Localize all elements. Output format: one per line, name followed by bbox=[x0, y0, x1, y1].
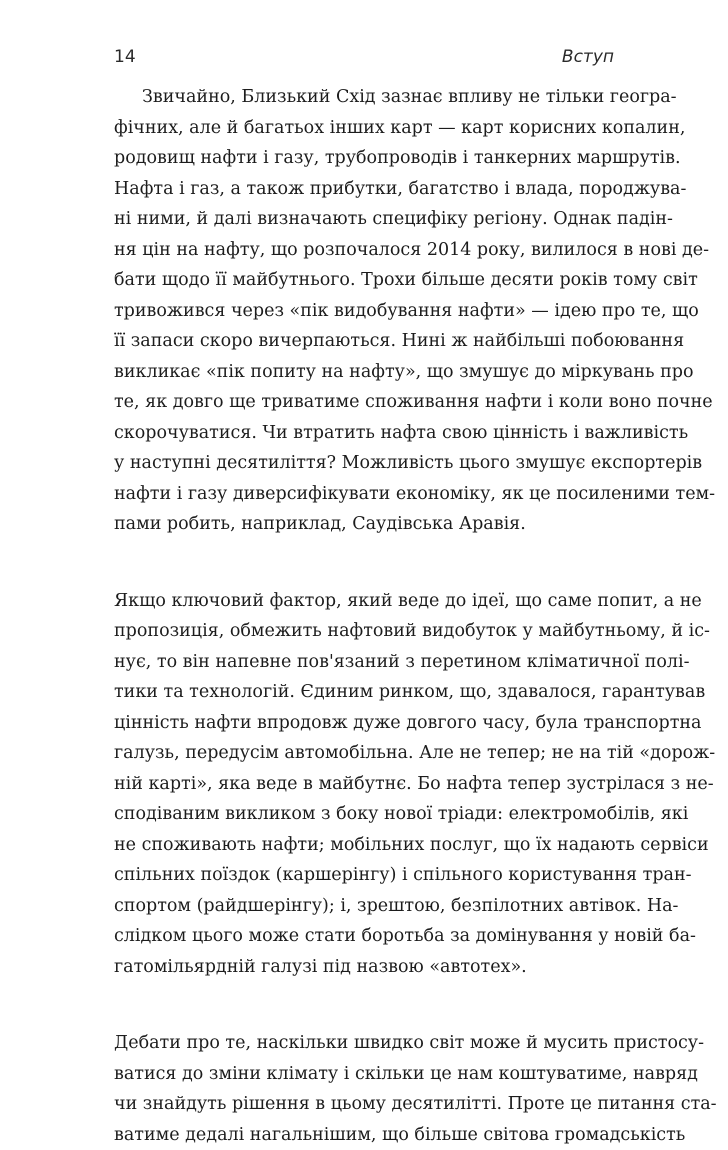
text-line: пами робить, наприклад, Саудівська Аравія. bbox=[114, 509, 614, 540]
text-line: ня цін на нафту, що розпочалося 2014 року, вилилося в нові де- bbox=[114, 235, 614, 266]
section-title: Вступ bbox=[562, 47, 614, 67]
text-line: галузь, передусім автомобільна. Але не тепер; не на тій «дорож- bbox=[114, 738, 614, 769]
paragraph-gap bbox=[114, 540, 614, 586]
text-line: родовищ нафти і газу, трубопроводів і танкерних маршрутів. bbox=[114, 143, 614, 174]
text-line: ватися до зміни клімату і скільки це нам коштуватиме, навряд bbox=[114, 1059, 614, 1090]
text-line: спільних поїздок (каршерінгу) і спільного користування тран- bbox=[114, 860, 614, 891]
page-body bbox=[114, 82, 614, 1150]
text-line: слідком цього може стати боротьба за домінування у новій ба- bbox=[114, 921, 614, 952]
running-header bbox=[114, 47, 614, 71]
paragraph bbox=[114, 82, 614, 540]
paragraph bbox=[114, 1028, 614, 1150]
text-line: її запаси скоро вичерпаються. Нині ж найбільші побоювання bbox=[114, 326, 614, 357]
text-line: тривожився через «пік видобування нафти» — ідею про те, що bbox=[114, 296, 614, 327]
page-number: 14 bbox=[114, 47, 136, 67]
text-line: сподіваним викликом з боку нової тріади: електромобілів, які bbox=[114, 799, 614, 830]
text-line: те, як довго ще триватиме споживання нафти і коли воно почне bbox=[114, 387, 614, 418]
text-line: цінність нафти впродовж дуже довгого часу, була транспортна bbox=[114, 708, 614, 739]
paragraph-gap bbox=[114, 982, 614, 1028]
text-line: ватиме дедалі нагальнішим, що більше світова громадськість bbox=[114, 1120, 614, 1150]
text-line: ні ними, й далі визначають специфіку регіону. Однак падін- bbox=[114, 204, 614, 235]
text-line: тики та технологій. Єдиним ринком, що, здавалося, гарантував bbox=[114, 677, 614, 708]
text-line: Якщо ключовий фактор, який веде до ідеї, що саме попит, а не bbox=[114, 586, 614, 617]
text-line: скорочуватися. Чи втратить нафта свою цінність і важливість bbox=[114, 418, 614, 449]
text-line: бати щодо її майбутнього. Трохи більше десяти років тому світ bbox=[114, 265, 614, 296]
text-line: гатомільярдній галузі під назвою «автотех». bbox=[114, 952, 614, 983]
text-line: у наступні десятиліття? Можливість цього змушує експортерів bbox=[114, 448, 614, 479]
text-line: ній карті», яка веде в майбутнє. Бо нафта тепер зустрілася з не- bbox=[114, 769, 614, 800]
text-line: фічних, але й багатьох інших карт — карт корисних копалин, bbox=[114, 113, 614, 144]
paragraph bbox=[114, 586, 614, 983]
text-line: Дебати про те, наскільки швидко світ може й мусить пристосу- bbox=[114, 1028, 614, 1059]
text-line: чи знайдуть рішення в цьому десятилітті. Проте це питання ста- bbox=[114, 1089, 614, 1120]
text-line: нує, то він напевне пов'язаний з перетином кліматичної полі- bbox=[114, 647, 614, 678]
text-line: пропозиція, обмежить нафтовий видобуток у майбутньому, й іс- bbox=[114, 616, 614, 647]
text-line: нафти і газу диверсифікувати економіку, як це посиленими тем- bbox=[114, 479, 614, 510]
text-line: не споживають нафти; мобільних послуг, що їх надають сервіси bbox=[114, 830, 614, 861]
text-line: викликає «пік попиту на нафту», що змушує до міркувань про bbox=[114, 357, 614, 388]
text-line: Нафта і газ, а також прибутки, багатство і влада, породжува- bbox=[114, 174, 614, 205]
text-line: Звичайно, Близький Схід зазнає впливу не тільки геогра- bbox=[114, 82, 614, 113]
text-line: спортом (райдшерінгу); і, зрештою, безпілотних автівок. На- bbox=[114, 891, 614, 922]
